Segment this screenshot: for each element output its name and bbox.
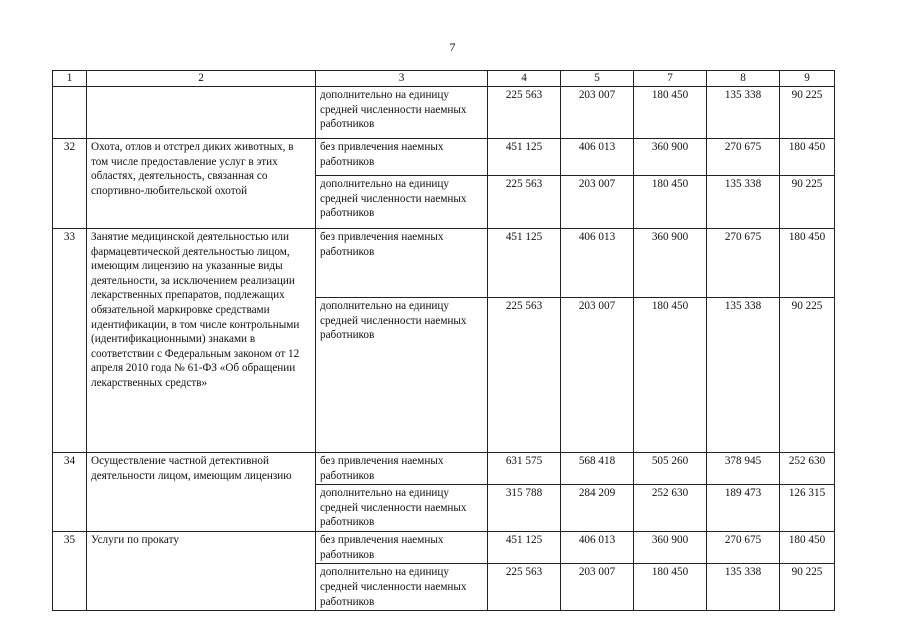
rate-value: 451 125	[488, 229, 561, 298]
condition-text: дополнительно на единицу средней численности наемных работников	[316, 87, 488, 139]
rate-value: 90 225	[780, 87, 835, 139]
rate-value: 225 563	[488, 298, 561, 453]
rate-value: 90 225	[780, 564, 835, 611]
activity-name: Занятие медицинской деятельностью или фармацевтической деятельностью лицом, имеющим лицензию на указанные виды деятельности, за исключением реализации лекарственных препаратов, подлежащих обязательной маркировке средствами идентификации, в том числе контрольными (идентификационными) знаками в соответствии с Федеральным законом от 12 апреля 2010 года № 61-ФЗ «Об обращении лекарственных средств»	[87, 229, 316, 453]
row-number: 32	[53, 139, 87, 229]
rate-value: 135 338	[707, 87, 780, 139]
rate-value: 284 209	[561, 485, 634, 532]
condition-text: дополнительно на единицу средней численности наемных работников	[316, 564, 488, 611]
condition-text: без привлечения наемных работников	[316, 229, 488, 298]
rate-value: 135 338	[707, 564, 780, 611]
table-row	[53, 139, 835, 176]
condition-text: дополнительно на единицу средней численности наемных работников	[316, 176, 488, 229]
rate-value: 180 450	[634, 87, 707, 139]
activity-name: Осуществление частной детективной деятельности лицом, имеющим лицензию	[87, 453, 316, 532]
rate-value: 135 338	[707, 298, 780, 453]
header-row	[53, 71, 835, 87]
activity-name: Услуги по прокату	[87, 532, 316, 611]
column-header: 4	[488, 71, 561, 87]
rate-value: 180 450	[780, 229, 835, 298]
table-row	[53, 229, 835, 298]
rate-value: 135 338	[707, 176, 780, 229]
rate-value: 568 418	[561, 453, 634, 485]
row-number: 35	[53, 532, 87, 611]
rate-value: 378 945	[707, 453, 780, 485]
rate-value: 225 563	[488, 564, 561, 611]
row-number: 34	[53, 453, 87, 532]
rate-value: 180 450	[634, 298, 707, 453]
rate-value: 406 013	[561, 229, 634, 298]
column-header: 1	[53, 71, 87, 87]
condition-text: без привлечения наемных работников	[316, 139, 488, 176]
column-header: 2	[87, 71, 316, 87]
rate-value: 189 473	[707, 485, 780, 532]
rate-value: 203 007	[561, 176, 634, 229]
tax-rate-table	[52, 70, 835, 611]
condition-text: дополнительно на единицу средней численности наемных работников	[316, 485, 488, 532]
rate-value: 252 630	[634, 485, 707, 532]
rate-value: 203 007	[561, 87, 634, 139]
rate-value: 90 225	[780, 176, 835, 229]
column-header: 8	[707, 71, 780, 87]
rate-value: 360 900	[634, 229, 707, 298]
rate-value: 315 788	[488, 485, 561, 532]
rate-value: 180 450	[780, 532, 835, 564]
page-number: 7	[449, 40, 456, 54]
rate-value: 451 125	[488, 139, 561, 176]
rate-value: 225 563	[488, 87, 561, 139]
rate-value: 203 007	[561, 564, 634, 611]
activity-name	[87, 87, 316, 139]
rate-value: 203 007	[561, 298, 634, 453]
rate-value: 406 013	[561, 532, 634, 564]
rate-value: 270 675	[707, 229, 780, 298]
rate-value: 225 563	[488, 176, 561, 229]
rate-value: 180 450	[780, 139, 835, 176]
rate-value: 270 675	[707, 139, 780, 176]
rate-value: 360 900	[634, 532, 707, 564]
row-number: 33	[53, 229, 87, 453]
condition-text: без привлечения наемных работников	[316, 532, 488, 564]
rate-value: 180 450	[634, 176, 707, 229]
row-number	[53, 87, 87, 139]
rate-value: 406 013	[561, 139, 634, 176]
activity-name: Охота, отлов и отстрел диких животных, в том числе предоставление услуг в этих областях, деятельность, связанная со спортивно-любительской охотой	[87, 139, 316, 229]
column-header: 5	[561, 71, 634, 87]
rate-value: 90 225	[780, 298, 835, 453]
condition-text: дополнительно на единицу средней численности наемных работников	[316, 298, 488, 453]
rate-value: 360 900	[634, 139, 707, 176]
column-header: 3	[316, 71, 488, 87]
rate-value: 270 675	[707, 532, 780, 564]
rate-value: 505 260	[634, 453, 707, 485]
table-row	[53, 532, 835, 564]
rate-value: 252 630	[780, 453, 835, 485]
table-row	[53, 453, 835, 485]
column-header: 9	[780, 71, 835, 87]
rate-value: 451 125	[488, 532, 561, 564]
rate-value: 631 575	[488, 453, 561, 485]
condition-text: без привлечения наемных работников	[316, 453, 488, 485]
column-header: 7	[634, 71, 707, 87]
rate-value: 180 450	[634, 564, 707, 611]
rate-value: 126 315	[780, 485, 835, 532]
table-row	[53, 87, 835, 139]
